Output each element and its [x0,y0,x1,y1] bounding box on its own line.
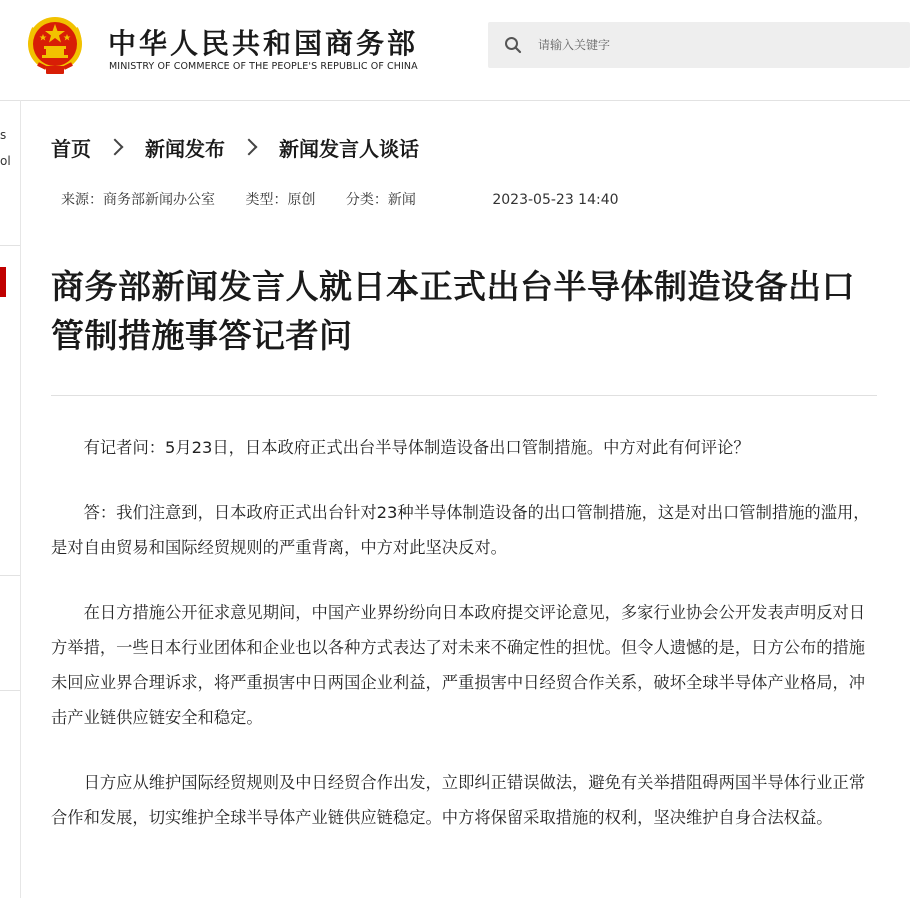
chevron-right-icon [107,139,124,156]
sidebar-divider [0,690,20,691]
article-body [51,430,879,865]
breadcrumb-spokesperson[interactable]: 新闻发言人谈话 [279,136,419,161]
article-paragraph: 有记者问：5月23日，日本政府正式出台半导体制造设备出口管制措施。中方对此有何评论？ [83,438,750,457]
search-icon[interactable] [504,36,522,54]
sidebar-divider [0,575,20,576]
article-meta [61,189,619,209]
meta-source: 来源：商务部新闻办公室 [61,192,215,208]
meta-category: 分类：新闻 [345,192,416,208]
breadcrumb-news-release[interactable]: 新闻发布 [145,136,225,161]
meta-type: 类型：原创 [245,192,316,208]
article-paragraph: 日方应从维护国际经贸规则及中日经贸合作出发，立即纠正错误做法，避免有关举措阻碍两国半导体行业正常合作和发展，切实维护全球半导体产业链供应链稳定。中方将保留采取措施的权利，坚决维护自身合法权益。 [51,773,866,827]
chevron-right-icon [241,139,258,156]
meta-date: 2023-05-23 14:40 [492,192,619,208]
article-title: 商务部新闻发言人就日本正式出台半导体制造设备出口管制措施事答记者问 [51,267,855,355]
article-paragraph: 在日方措施公开征求意见期间，中国产业界纷纷向日本政府提交评论意见，多家行业协会公开发表声明反对日方举措，一些日本行业团体和企业也以各种方式表达了对未来不确定性的担忧。但令人遗憾的是，日方公布的措施未回应业界合理诉求，将严重损害中日两国企业利益，严重损害中日经贸合作关系，破坏全球半导体产业格局，冲击产业链供应链安全和稳定。 [51,603,866,727]
article-paragraph: 答：我们注意到，日本政府正式出台针对23种半导体制造设备的出口管制措施，这是对出口管制措施的滥用，是对自由贸易和国际经贸规则的严重背离，中方对此坚决反对。 [51,503,870,557]
left-sidebar-strip [0,100,21,898]
breadcrumb [51,132,419,162]
sidebar-fragment-text: s [0,128,7,142]
sidebar-fragment-text: ol [0,154,11,168]
national-emblem-icon[interactable] [24,14,86,78]
breadcrumb-home[interactable]: 首页 [51,136,91,161]
sidebar-divider [0,245,20,246]
title-divider [51,395,877,396]
search-input[interactable] [538,35,878,55]
site-title[interactable]: 中华人民共和国商务部 [108,27,419,60]
search-bar[interactable] [488,22,910,68]
site-subtitle: MINISTRY OF COMMERCE OF THE PEOPLE'S REPUBLIC OF CHINA [109,61,418,72]
sidebar-active-marker [0,267,6,297]
site-header [0,0,910,101]
